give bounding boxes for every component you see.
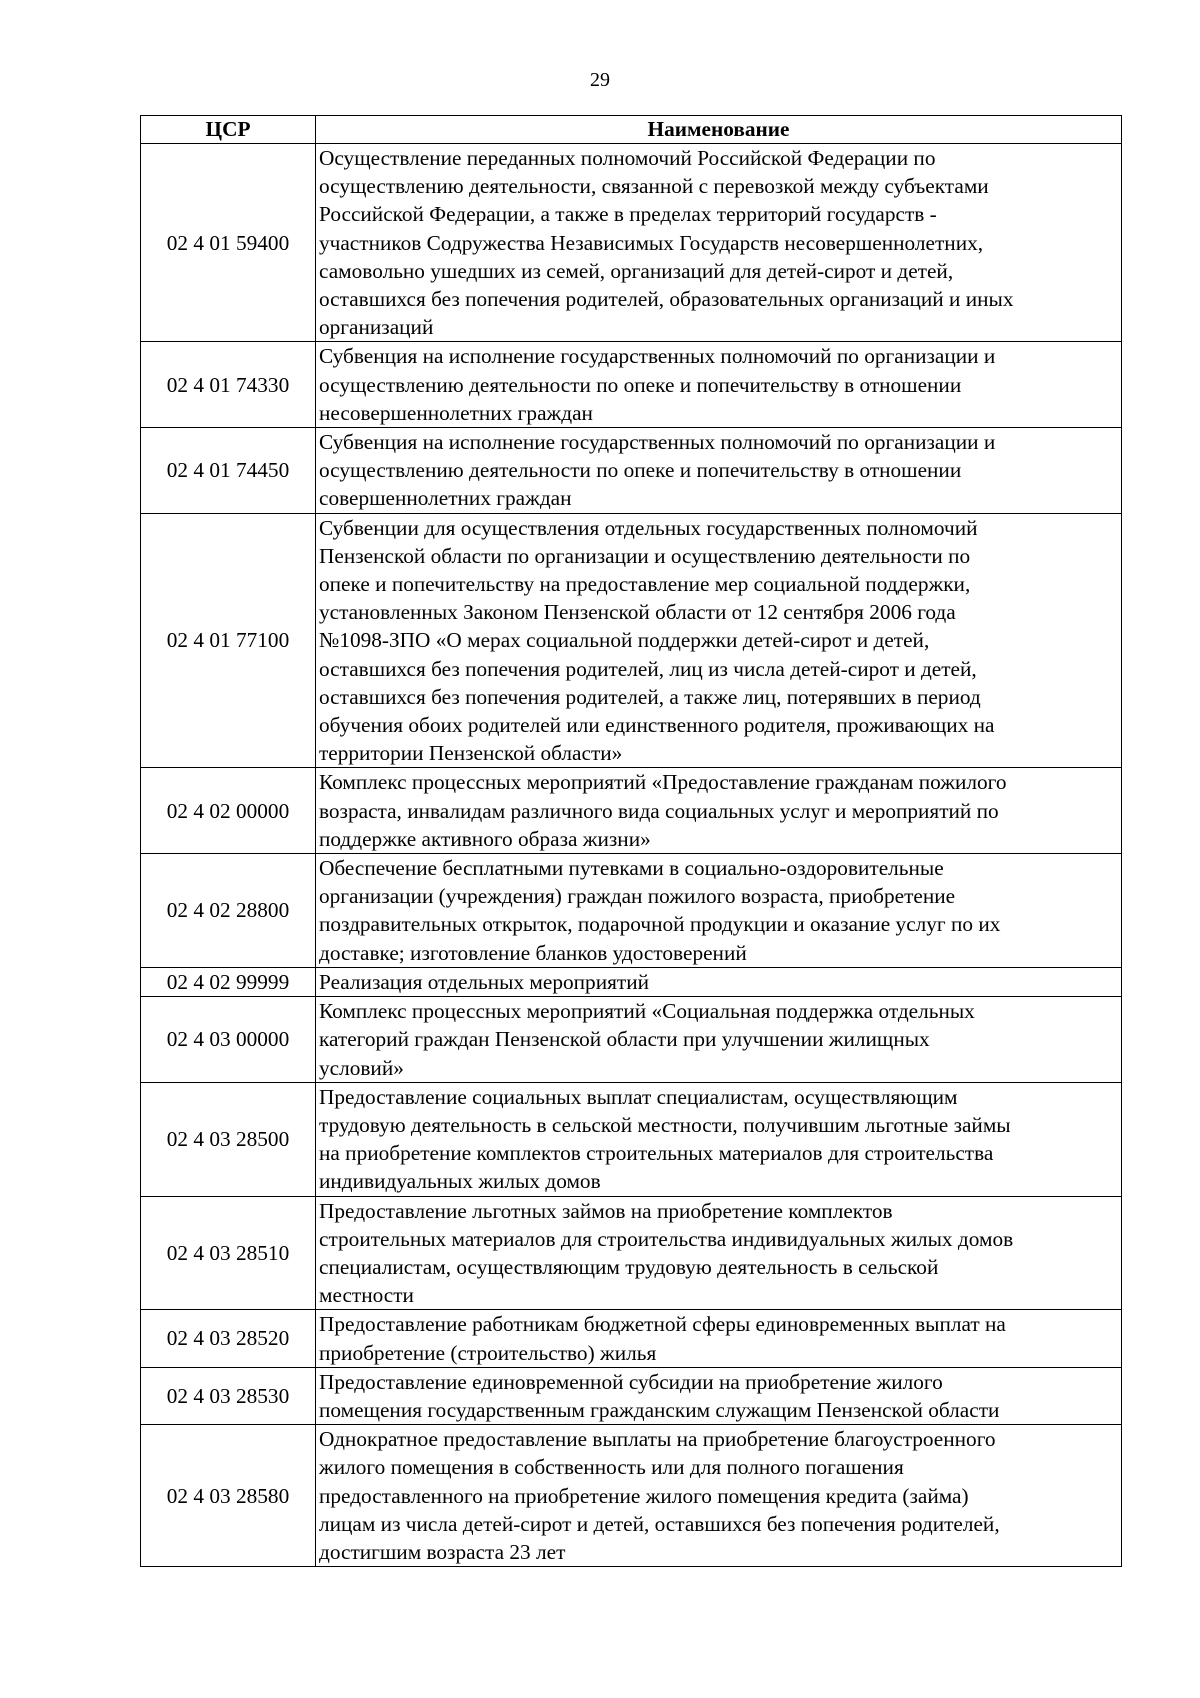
row-name-line: лицам из числа детей-сирот и детей, оставшихся без попечения родителей, bbox=[319, 1511, 1000, 1536]
row-code-cell: 02 4 02 28800 bbox=[141, 854, 316, 968]
row-code-cell: 02 4 03 28520 bbox=[141, 1310, 316, 1367]
row-name-line: специалистам, осуществляющим трудовую деятельность в сельской bbox=[319, 1254, 939, 1279]
row-name-cell bbox=[316, 1082, 1122, 1196]
table-row bbox=[141, 997, 1122, 1083]
table-row bbox=[141, 428, 1122, 514]
row-name-cell bbox=[316, 144, 1122, 342]
row-code-cell: 02 4 02 99999 bbox=[141, 967, 316, 996]
row-name-line: местности bbox=[319, 1283, 414, 1308]
column-header-code: ЦСР bbox=[141, 116, 316, 144]
row-name-line: Однократное предоставление выплаты на приобретение благоустроенного bbox=[319, 1427, 996, 1452]
table-row bbox=[141, 144, 1122, 342]
row-code-cell: 02 4 03 28580 bbox=[141, 1425, 316, 1567]
row-name-line: организации (учреждения) граждан пожилого возраста, приобретение bbox=[319, 884, 956, 909]
row-name-line: оставшихся без попечения родителей, лиц из числа детей-сирот и детей, bbox=[319, 656, 977, 681]
table-row bbox=[141, 854, 1122, 968]
row-name-line: Реализация отдельных мероприятий bbox=[319, 969, 649, 994]
row-code-cell: 02 4 03 28510 bbox=[141, 1196, 316, 1310]
row-code-cell: 02 4 01 74450 bbox=[141, 428, 316, 514]
row-name-line: строительных материалов для строительства индивидуальных жилых домов bbox=[319, 1226, 1014, 1251]
page-number: 29 bbox=[590, 69, 610, 91]
row-name-cell bbox=[316, 997, 1122, 1083]
row-name-line: Комплекс процессных мероприятий «Социальная поддержка отдельных bbox=[319, 999, 975, 1024]
row-name-line: Субвенции для осуществления отдельных государственных полномочий bbox=[319, 515, 978, 540]
table-row bbox=[141, 342, 1122, 428]
table-row bbox=[141, 768, 1122, 854]
row-name-cell bbox=[316, 1310, 1122, 1367]
row-name-cell bbox=[316, 342, 1122, 428]
row-name-cell bbox=[316, 854, 1122, 968]
row-name-cell bbox=[316, 428, 1122, 514]
row-name-line: обучения обоих родителей или единственного родителя, проживающих на bbox=[319, 713, 995, 738]
row-name-line: условий» bbox=[319, 1055, 404, 1080]
row-name-line: осуществлению деятельности, связанной с перевозкой между субъектами bbox=[319, 174, 989, 199]
row-code-cell: 02 4 01 77100 bbox=[141, 513, 316, 768]
row-name-line: осуществлению деятельности по опеке и попечительству в отношении bbox=[319, 458, 962, 483]
row-name-line: приобретение (строительство) жилья bbox=[319, 1340, 657, 1365]
row-name-cell bbox=[316, 1425, 1122, 1567]
row-name-line: Субвенция на исполнение государственных полномочий по организации и bbox=[319, 430, 996, 455]
row-name-line: помещения государственным гражданским служащим Пензенской области bbox=[319, 1397, 1000, 1422]
row-name-line: осуществлению деятельности по опеке и попечительству в отношении bbox=[319, 372, 962, 397]
row-name-line: №1098-ЗПО «О мерах социальной поддержки детей-сирот и детей, bbox=[319, 628, 930, 653]
row-name-cell bbox=[316, 513, 1122, 768]
table-row bbox=[141, 1425, 1122, 1567]
row-code-cell: 02 4 03 28530 bbox=[141, 1367, 316, 1424]
row-name-line: несовершеннолетних граждан bbox=[319, 400, 593, 425]
row-name-cell bbox=[316, 768, 1122, 854]
column-header-name: Наименование bbox=[316, 116, 1122, 144]
row-name-line: Обеспечение бесплатными путевками в социально-оздоровительные bbox=[319, 856, 944, 881]
table-row bbox=[141, 1196, 1122, 1310]
row-name-cell bbox=[316, 1367, 1122, 1424]
row-code-cell: 02 4 03 00000 bbox=[141, 997, 316, 1083]
row-name-line: оставшихся без попечения родителей, а также лиц, потерявших в период bbox=[319, 684, 981, 709]
table-row bbox=[141, 1082, 1122, 1196]
table-header-row bbox=[141, 116, 1122, 144]
row-name-line: Предоставление льготных займов на приобретение комплектов bbox=[319, 1198, 893, 1223]
row-name-line: поздравительных открыток, подарочной продукции и оказание услуг по их bbox=[319, 912, 1001, 937]
row-name-line: Российской Федерации, а также в пределах территорий государств - bbox=[319, 202, 937, 227]
row-name-line: Комплекс процессных мероприятий «Предоставление гражданам пожилого bbox=[319, 770, 1007, 795]
row-code-cell: 02 4 03 28500 bbox=[141, 1082, 316, 1196]
row-name-line: опеке и попечительству на предоставление мер социальной поддержки, bbox=[319, 572, 971, 597]
row-name-line: Предоставление работникам бюджетной сферы единовременных выплат на bbox=[319, 1312, 1006, 1337]
row-name-line: Предоставление единовременной субсидии на приобретение жилого bbox=[319, 1369, 943, 1394]
row-name-line: на приобретение комплектов строительных материалов для строительства bbox=[319, 1141, 994, 1166]
row-name-line: территории Пензенской области» bbox=[319, 741, 623, 766]
row-name-line: Осуществление переданных полномочий Российской Федерации по bbox=[319, 146, 936, 170]
table-row bbox=[141, 1310, 1122, 1367]
row-name-line: возраста, инвалидам различного вида социальных услуг и мероприятий по bbox=[319, 798, 999, 823]
row-name-line: организаций bbox=[319, 315, 434, 340]
row-name-line: установленных Законом Пензенской области от 12 сентября 2006 года bbox=[319, 600, 956, 625]
row-name-cell bbox=[316, 967, 1122, 996]
row-name-line: оставшихся без попечения родителей, образовательных организаций и иных bbox=[319, 287, 1014, 312]
row-name-line: Пензенской области по организации и осуществлению деятельности по bbox=[319, 543, 971, 568]
row-name-line: Субвенция на исполнение государственных полномочий по организации и bbox=[319, 344, 996, 369]
row-name-line: предоставленного на приобретение жилого помещения кредита (займа) bbox=[319, 1483, 969, 1508]
row-name-cell bbox=[316, 1196, 1122, 1310]
row-name-line: самовольно ушедших из семей, организаций для детей-сирот и детей, bbox=[319, 258, 954, 283]
row-name-line: доставке; изготовление бланков удостоверений bbox=[319, 940, 747, 965]
row-name-line: жилого помещения в собственность или для полного погашения bbox=[319, 1455, 904, 1480]
budget-classification-table bbox=[140, 115, 1122, 1567]
row-code-cell: 02 4 01 59400 bbox=[141, 144, 316, 342]
row-code-cell: 02 4 02 00000 bbox=[141, 768, 316, 854]
row-name-line: совершеннолетних граждан bbox=[319, 486, 572, 511]
row-name-line: достигшим возраста 23 лет bbox=[319, 1539, 566, 1564]
table-row bbox=[141, 513, 1122, 768]
table-row bbox=[141, 967, 1122, 996]
row-name-line: поддержке активного образа жизни» bbox=[319, 826, 651, 851]
row-name-line: Предоставление социальных выплат специалистам, осуществляющим bbox=[319, 1084, 958, 1109]
table-row bbox=[141, 1367, 1122, 1424]
row-name-line: категорий граждан Пензенской области при улучшении жилищных bbox=[319, 1027, 930, 1052]
table-body bbox=[141, 144, 1122, 1567]
row-code-cell: 02 4 01 74330 bbox=[141, 342, 316, 428]
row-name-line: трудовую деятельность в сельской местности, получившим льготные займы bbox=[319, 1112, 1011, 1137]
row-name-line: индивидуальных жилых домов bbox=[319, 1169, 601, 1194]
row-name-line: участников Содружества Независимых Государств несовершеннолетних, bbox=[319, 230, 984, 255]
